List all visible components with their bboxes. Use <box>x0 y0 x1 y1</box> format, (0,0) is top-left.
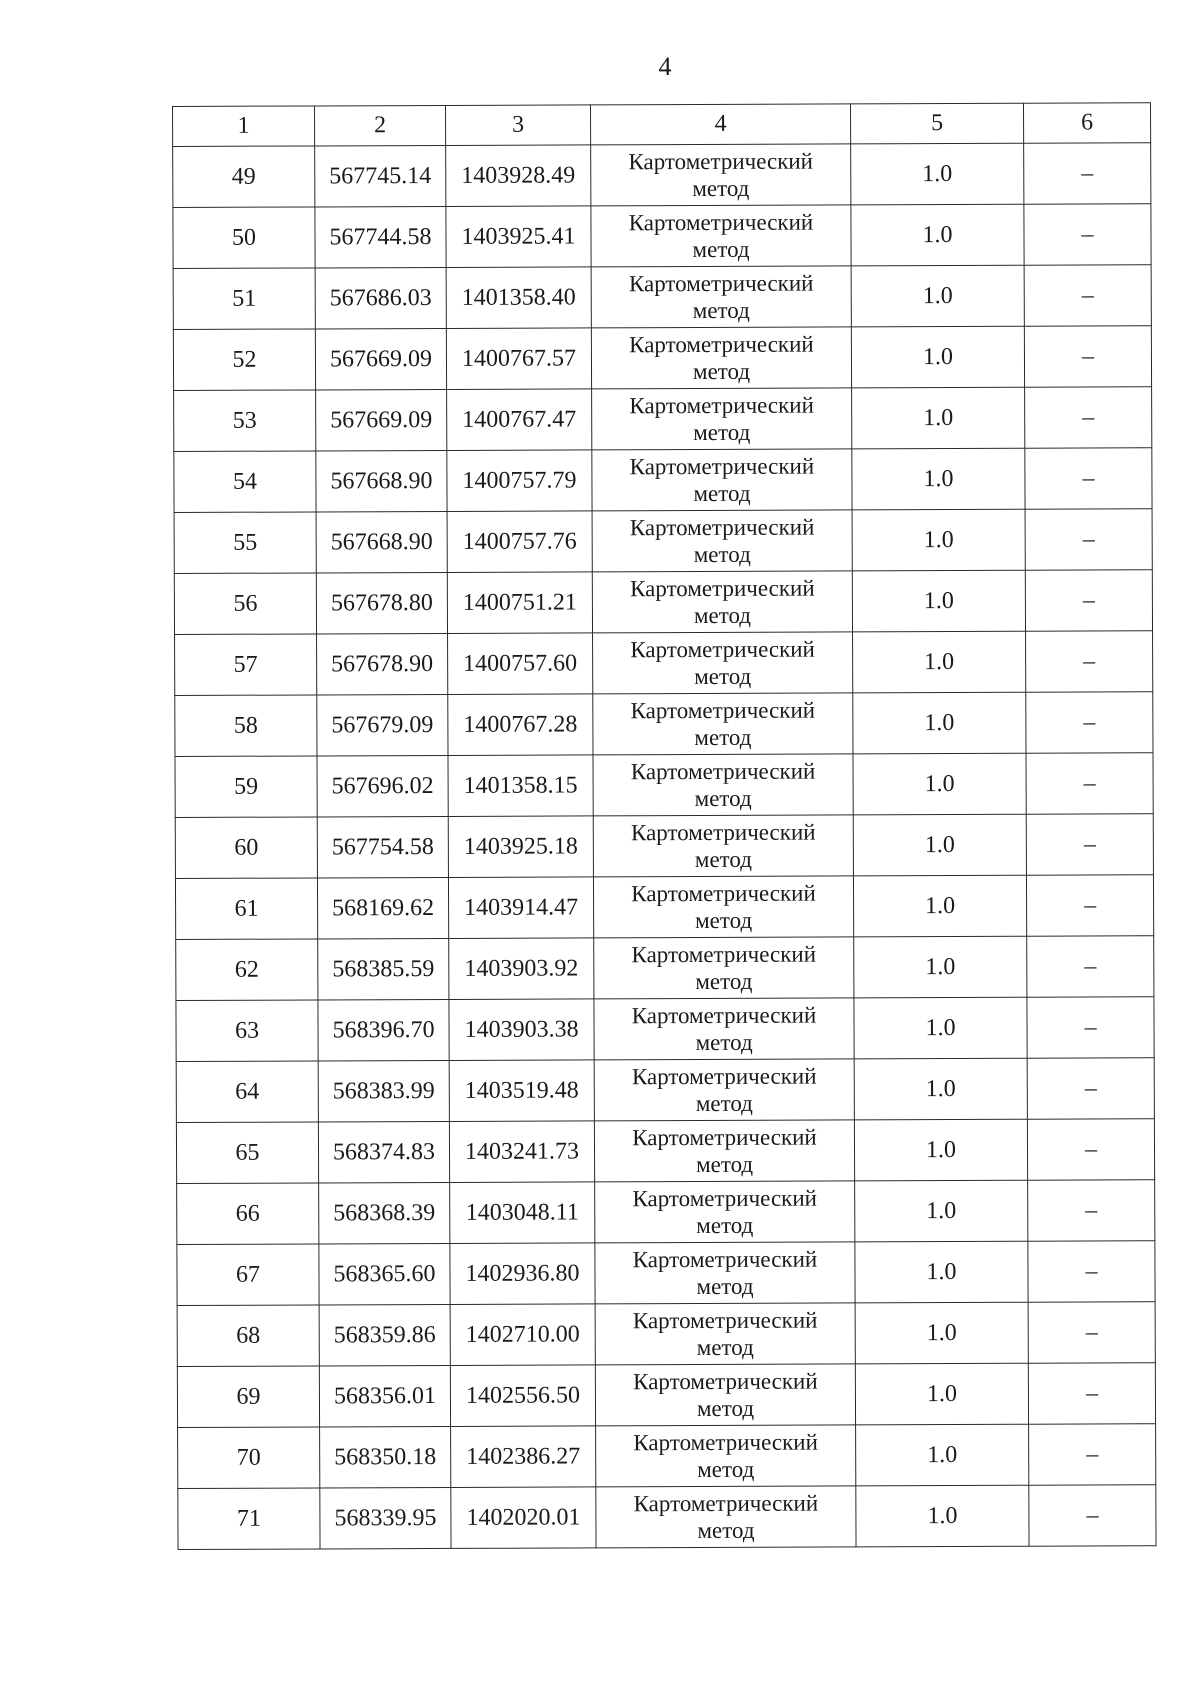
point-number-cell: 50 <box>173 207 315 269</box>
accuracy-cell: 1.0 <box>853 814 1026 876</box>
point-number-cell: 56 <box>174 573 316 635</box>
x-coordinate-cell: 567668.90 <box>316 450 447 512</box>
method-line-1: Картометрический <box>628 148 814 175</box>
method-cell <box>593 693 853 755</box>
x-coordinate-cell: 567696.02 <box>317 755 448 817</box>
method-cell <box>595 1303 855 1365</box>
method-line-2: метод <box>692 358 751 385</box>
x-coordinate-cell: 567686.03 <box>315 267 446 329</box>
point-number-cell: 69 <box>177 1366 319 1428</box>
x-coordinate-cell: 568365.60 <box>319 1243 450 1305</box>
method-line-1: Картометрический <box>630 575 815 602</box>
y-coordinate-cell: 1402710.00 <box>450 1304 595 1366</box>
note-cell: – <box>1024 265 1151 326</box>
method-line-2: метод <box>696 1273 754 1299</box>
x-coordinate-cell: 567754.58 <box>317 816 448 878</box>
method-cell <box>596 1486 856 1548</box>
method-cell <box>595 1181 855 1243</box>
accuracy-cell: 1.0 <box>852 387 1025 449</box>
x-coordinate-cell: 568385.59 <box>318 938 449 1000</box>
point-number-cell: 70 <box>178 1427 320 1489</box>
y-coordinate-cell: 1400757.60 <box>448 633 593 695</box>
accuracy-cell: 1.0 <box>853 753 1026 815</box>
x-coordinate-cell: 567668.90 <box>316 511 447 573</box>
method-line-2: метод <box>692 297 750 324</box>
x-coordinate-cell: 567669.09 <box>315 328 446 390</box>
point-number-cell: 63 <box>176 1000 318 1062</box>
method-line-2: метод <box>696 1334 754 1360</box>
point-number-cell: 67 <box>177 1244 319 1306</box>
method-line-2: метод <box>693 602 752 628</box>
y-coordinate-cell: 1403928.49 <box>446 145 591 207</box>
point-number-cell: 60 <box>175 817 317 879</box>
point-number-cell: 55 <box>174 512 316 574</box>
table-row <box>175 692 1153 757</box>
table-row <box>173 143 1151 208</box>
y-coordinate-cell: 1403519.48 <box>449 1060 594 1122</box>
method-cell <box>593 876 853 938</box>
x-coordinate-cell: 568350.18 <box>320 1426 451 1488</box>
accuracy-cell: 1.0 <box>855 1241 1028 1303</box>
note-cell: – <box>1027 1058 1154 1119</box>
method-cell <box>592 510 852 572</box>
method-line-1: Картометрический <box>631 880 816 907</box>
table-row <box>175 753 1153 818</box>
method-line-2: метод <box>696 1212 754 1238</box>
method-line-2: метод <box>695 1029 753 1055</box>
header-row <box>173 103 1151 147</box>
header-col-2: 2 <box>315 105 446 146</box>
accuracy-cell: 1.0 <box>856 1424 1029 1486</box>
y-coordinate-cell: 1400767.47 <box>447 389 592 451</box>
table-row <box>177 1363 1155 1428</box>
note-cell: – <box>1025 509 1152 570</box>
method-line-1: Картометрический <box>628 270 814 297</box>
point-number-cell: 51 <box>173 268 315 330</box>
note-cell: – <box>1028 1241 1155 1302</box>
method-line-1: Картометрический <box>632 1246 818 1273</box>
point-number-cell: 53 <box>174 390 316 452</box>
table-row <box>177 1241 1155 1306</box>
y-coordinate-cell: 1401358.15 <box>448 755 593 817</box>
y-coordinate-cell: 1400767.57 <box>446 328 591 390</box>
accuracy-cell: 1.0 <box>853 631 1026 693</box>
point-number-cell: 52 <box>173 329 315 391</box>
table-row <box>174 448 1152 513</box>
note-cell: – <box>1025 570 1152 631</box>
point-number-cell: 71 <box>178 1488 320 1550</box>
note-cell: – <box>1024 326 1151 387</box>
method-cell <box>593 632 853 694</box>
method-cell <box>595 1364 855 1426</box>
method-cell <box>591 144 851 206</box>
method-cell <box>591 266 851 328</box>
point-number-cell: 54 <box>174 451 316 513</box>
method-line-2: метод <box>692 175 750 202</box>
note-cell: – <box>1029 1424 1156 1485</box>
table-row <box>177 1180 1155 1245</box>
point-number-cell: 68 <box>177 1305 319 1367</box>
x-coordinate-cell: 567678.80 <box>316 572 447 634</box>
accuracy-cell: 1.0 <box>856 1485 1029 1547</box>
point-number-cell: 66 <box>177 1183 319 1245</box>
accuracy-cell: 1.0 <box>855 1363 1028 1425</box>
x-coordinate-cell: 568396.70 <box>318 999 449 1061</box>
point-number-cell: 57 <box>175 634 317 696</box>
method-cell <box>592 388 852 450</box>
x-coordinate-cell: 568356.01 <box>319 1365 450 1427</box>
table-row <box>175 814 1153 879</box>
method-cell <box>592 449 852 511</box>
point-number-cell: 58 <box>175 695 317 757</box>
note-cell: – <box>1024 204 1151 265</box>
table-row <box>174 387 1152 452</box>
method-line-2: метод <box>694 663 752 689</box>
x-coordinate-cell: 568383.99 <box>318 1060 449 1122</box>
method-line-1: Картометрический <box>632 1185 817 1212</box>
method-cell <box>595 1242 855 1304</box>
method-cell <box>594 1120 854 1182</box>
accuracy-cell: 1.0 <box>854 997 1027 1059</box>
header-col-3: 3 <box>445 105 590 146</box>
method-line-1: Картометрический <box>628 209 814 236</box>
y-coordinate-cell: 1403914.47 <box>448 877 593 939</box>
y-coordinate-cell: 1403925.18 <box>448 816 593 878</box>
x-coordinate-cell: 568374.83 <box>318 1121 449 1183</box>
x-coordinate-cell: 568339.95 <box>320 1487 451 1549</box>
accuracy-cell: 1.0 <box>853 875 1026 937</box>
point-number-cell: 61 <box>175 878 317 940</box>
y-coordinate-cell: 1400767.28 <box>448 694 593 756</box>
page-number: 4 <box>658 52 672 81</box>
table-row <box>175 875 1153 940</box>
x-coordinate-cell: 567669.09 <box>316 389 447 451</box>
method-line-2: метод <box>692 236 750 263</box>
method-line-2: метод <box>695 1090 753 1116</box>
x-coordinate-cell: 567744.58 <box>315 206 446 268</box>
method-line-1: Картометрический <box>631 941 817 968</box>
y-coordinate-cell: 1403241.73 <box>449 1121 594 1183</box>
header-col-4: 4 <box>590 104 850 145</box>
note-cell: – <box>1027 936 1154 997</box>
note-cell: – <box>1026 875 1153 936</box>
method-line-2: метод <box>694 785 752 811</box>
accuracy-cell: 1.0 <box>851 326 1024 388</box>
x-coordinate-cell: 567678.90 <box>317 633 448 695</box>
table-row <box>176 997 1154 1062</box>
point-number-cell: 65 <box>176 1122 318 1184</box>
method-cell <box>591 205 851 267</box>
x-coordinate-cell: 568359.86 <box>319 1304 450 1366</box>
note-cell: – <box>1028 1302 1155 1363</box>
method-line-2: метод <box>694 724 752 750</box>
y-coordinate-cell: 1402556.50 <box>450 1365 595 1427</box>
method-line-2: метод <box>694 846 752 872</box>
method-line-2: метод <box>693 419 751 446</box>
y-coordinate-cell: 1403048.11 <box>450 1182 595 1244</box>
table-row <box>178 1485 1156 1550</box>
note-cell: – <box>1028 1363 1155 1424</box>
y-coordinate-cell: 1403925.41 <box>446 206 591 268</box>
method-line-1: Картометрический <box>630 819 816 846</box>
header-col-6: 6 <box>1023 103 1150 143</box>
method-cell <box>596 1425 856 1487</box>
note-cell: – <box>1024 143 1151 204</box>
table-row <box>174 570 1152 635</box>
point-number-cell: 59 <box>175 756 317 818</box>
method-line-1: Картометрический <box>633 1429 818 1456</box>
table-row <box>173 204 1151 269</box>
method-line-1: Картометрический <box>632 1307 818 1334</box>
method-line-2: метод <box>695 907 753 933</box>
table-row <box>178 1424 1156 1489</box>
method-line-2: метод <box>693 541 751 568</box>
accuracy-cell: 1.0 <box>852 448 1025 510</box>
method-cell <box>591 327 851 389</box>
accuracy-cell: 1.0 <box>851 204 1024 266</box>
header-col-5: 5 <box>850 103 1023 144</box>
x-coordinate-cell: 568169.62 <box>317 877 448 939</box>
method-line-1: Картометрический <box>629 514 815 541</box>
method-line-1: Картометрический <box>630 758 816 785</box>
method-cell <box>593 815 853 877</box>
table-row <box>176 1058 1154 1123</box>
method-line-1: Картометрический <box>632 1124 817 1151</box>
x-coordinate-cell: 567745.14 <box>315 145 446 207</box>
method-line-1: Картометрический <box>630 636 815 663</box>
note-cell: – <box>1026 631 1153 692</box>
table-row <box>177 1302 1155 1367</box>
method-cell <box>594 1059 854 1121</box>
point-number-cell: 62 <box>176 939 318 1001</box>
y-coordinate-cell: 1400757.76 <box>447 511 592 573</box>
y-coordinate-cell: 1400757.79 <box>447 450 592 512</box>
note-cell: – <box>1027 997 1154 1058</box>
accuracy-cell: 1.0 <box>852 570 1025 632</box>
accuracy-cell: 1.0 <box>855 1180 1028 1242</box>
y-coordinate-cell: 1402386.27 <box>451 1426 596 1488</box>
table-row <box>173 265 1151 330</box>
method-line-2: метод <box>693 480 751 507</box>
accuracy-cell: 1.0 <box>853 692 1026 754</box>
table-row <box>175 631 1153 696</box>
method-line-1: Картометрический <box>629 392 814 419</box>
table-header <box>173 103 1151 147</box>
method-line-2: метод <box>697 1456 755 1482</box>
header-col-1: 1 <box>173 106 315 147</box>
table-row <box>176 936 1154 1001</box>
accuracy-cell: 1.0 <box>854 1119 1027 1181</box>
note-cell: – <box>1026 692 1153 753</box>
x-coordinate-cell: 567679.09 <box>317 694 448 756</box>
table-body <box>173 143 1156 1550</box>
method-cell <box>594 998 854 1060</box>
method-line-1: Картометрический <box>631 1002 817 1029</box>
note-cell: – <box>1026 753 1153 814</box>
method-line-2: метод <box>696 1395 755 1421</box>
accuracy-cell: 1.0 <box>851 265 1024 327</box>
note-cell: – <box>1025 387 1152 448</box>
method-line-1: Картометрический <box>629 331 814 358</box>
note-cell: – <box>1028 1180 1155 1241</box>
y-coordinate-cell: 1403903.92 <box>449 938 594 1000</box>
method-cell <box>594 937 854 999</box>
method-cell <box>593 754 853 816</box>
method-line-1: Картометрический <box>631 1063 817 1090</box>
method-line-1: Картометрический <box>633 1368 818 1395</box>
table-row <box>174 509 1152 574</box>
method-line-2: метод <box>697 1517 755 1543</box>
y-coordinate-cell: 1400751.21 <box>447 572 592 634</box>
y-coordinate-cell: 1401358.40 <box>446 267 591 329</box>
note-cell: – <box>1025 448 1152 509</box>
method-line-1: Картометрический <box>629 453 815 480</box>
y-coordinate-cell: 1403903.38 <box>449 999 594 1061</box>
point-number-cell: 64 <box>176 1061 318 1123</box>
accuracy-cell: 1.0 <box>854 936 1027 998</box>
method-line-1: Картометрический <box>630 697 816 724</box>
note-cell: – <box>1027 1119 1154 1180</box>
table-row <box>176 1119 1154 1184</box>
method-line-2: метод <box>695 1151 754 1177</box>
note-cell: – <box>1029 1485 1156 1546</box>
accuracy-cell: 1.0 <box>851 143 1024 205</box>
method-cell <box>592 571 852 633</box>
accuracy-cell: 1.0 <box>855 1302 1028 1364</box>
accuracy-cell: 1.0 <box>852 509 1025 571</box>
y-coordinate-cell: 1402020.01 <box>451 1487 596 1549</box>
method-line-2: метод <box>695 968 753 994</box>
method-line-1: Картометрический <box>633 1490 819 1517</box>
note-cell: – <box>1026 814 1153 875</box>
coordinates-table <box>172 102 1157 1550</box>
point-number-cell: 49 <box>173 146 315 208</box>
x-coordinate-cell: 568368.39 <box>319 1182 450 1244</box>
accuracy-cell: 1.0 <box>854 1058 1027 1120</box>
y-coordinate-cell: 1402936.80 <box>450 1243 595 1305</box>
table-row <box>173 326 1151 391</box>
